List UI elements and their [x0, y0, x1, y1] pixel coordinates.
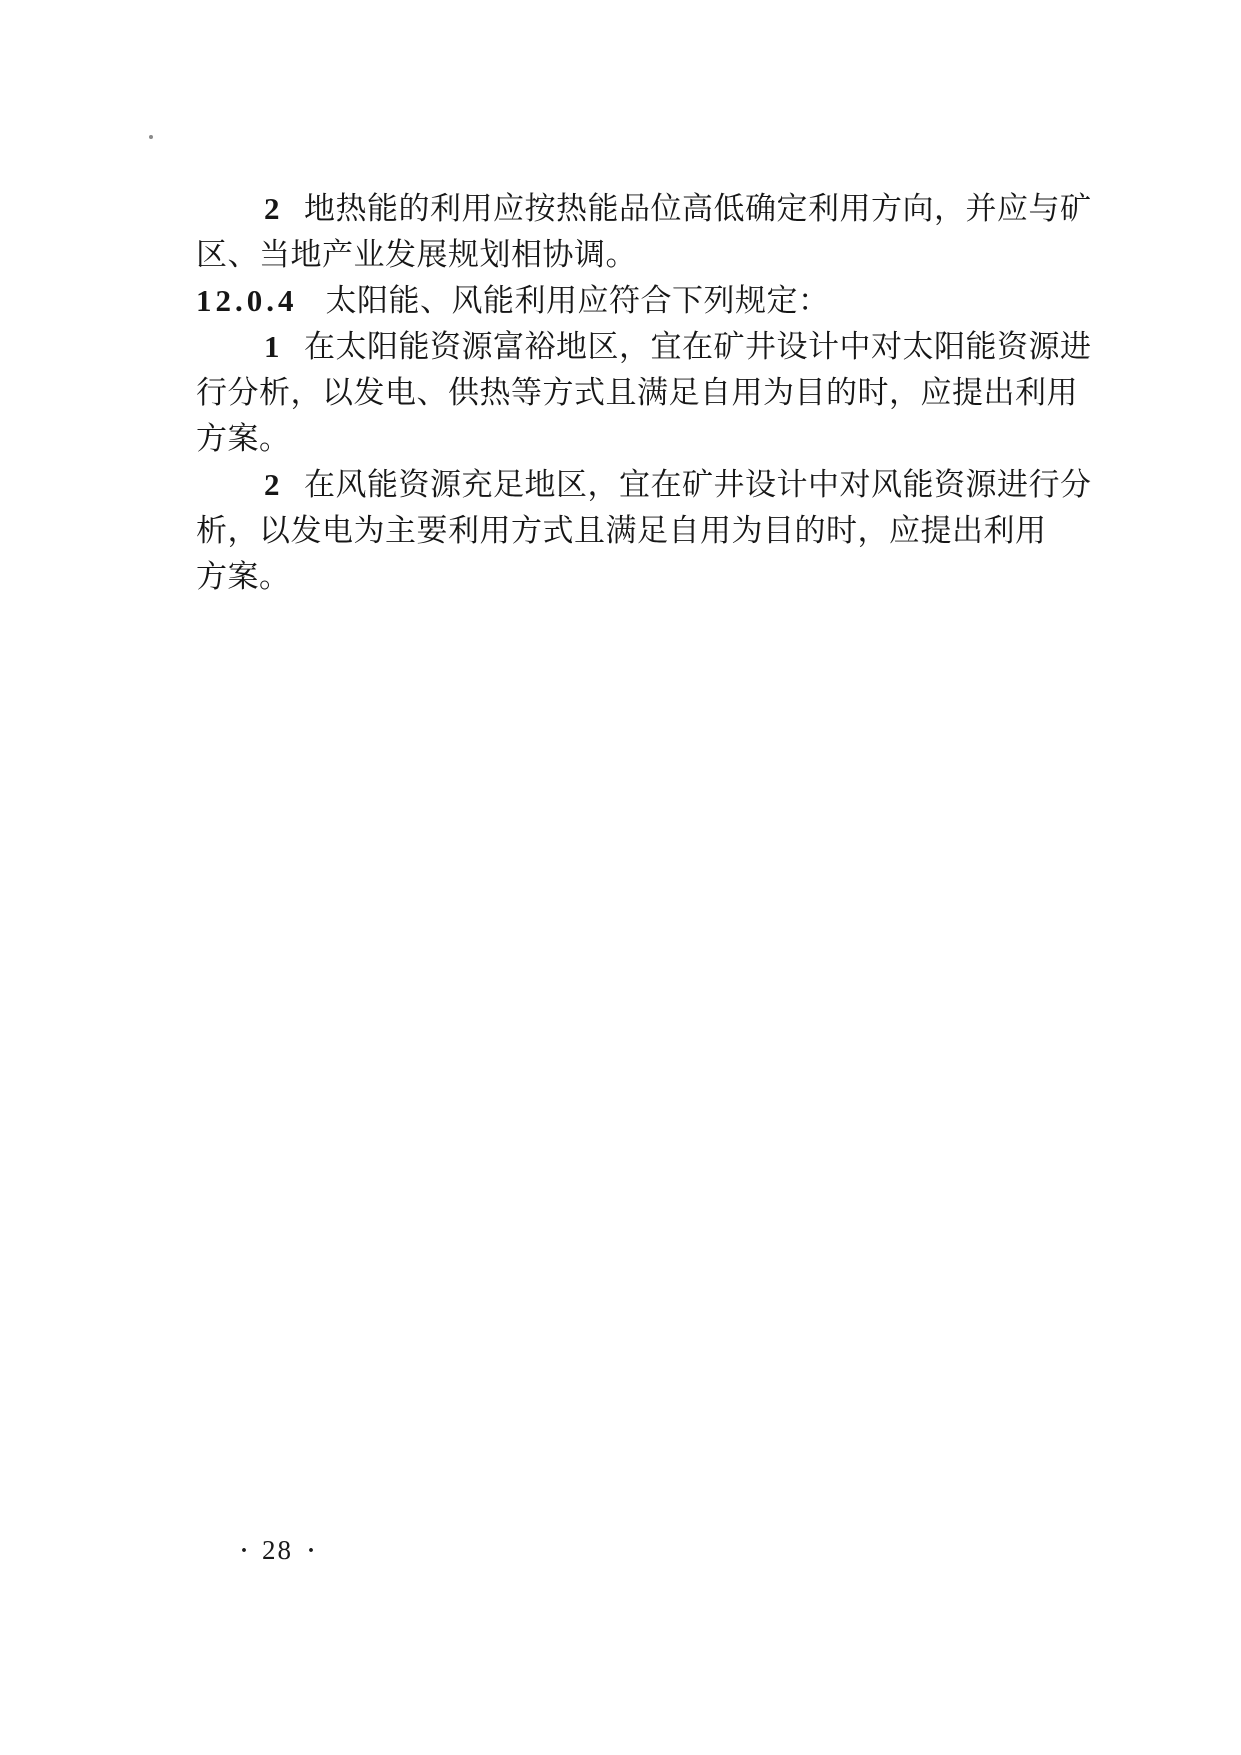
- text-line: [196, 186, 1092, 232]
- text-line: [196, 370, 1076, 416]
- scan-speck-artifact: [149, 135, 153, 139]
- footer-right-dot: ·: [307, 1538, 316, 1564]
- line-text: 在太阳能资源富裕地区，宜在矿井设计中对太阳能资源进: [304, 329, 1092, 364]
- line-text: 方案。: [196, 559, 291, 594]
- numbered-item-1-solar: [196, 324, 1092, 462]
- clause-number: 12.0.4: [196, 283, 298, 318]
- line-text: 行分析，以发电、供热等方式且满足自用为目的时，应提出利用: [196, 375, 1078, 410]
- line-text: 区、当地产业发展规划相协调。: [196, 237, 637, 272]
- text-line: [196, 416, 1076, 462]
- item-number: 1: [264, 329, 280, 364]
- line-text: 析，以发电为主要利用方式且满足自用为目的时，应提出利用: [196, 513, 1047, 548]
- item-number: 2: [264, 191, 280, 226]
- footer-left-dot: ·: [240, 1538, 249, 1564]
- text-line: [196, 232, 1076, 278]
- line-text: 太阳能、风能利用应符合下列规定：: [325, 283, 830, 318]
- text-line: [196, 278, 1076, 324]
- text-line: [196, 508, 1076, 554]
- page-number-footer: [240, 1534, 315, 1567]
- clause-12-0-4: [196, 278, 1076, 324]
- page-number: 28: [262, 1535, 294, 1565]
- line-text: 地热能的利用应按热能品位高低确定利用方向，并应与矿: [304, 191, 1092, 226]
- numbered-item-2-geothermal: [196, 186, 1092, 278]
- line-text: 在风能资源充足地区，宜在矿井设计中对风能资源进行分: [304, 467, 1092, 502]
- text-block: [196, 186, 1092, 600]
- text-line: [196, 462, 1092, 508]
- text-line: [196, 324, 1092, 370]
- numbered-item-2-wind: [196, 462, 1092, 600]
- line-text: 方案。: [196, 421, 291, 456]
- item-number: 2: [264, 467, 280, 502]
- text-line: [196, 554, 1076, 600]
